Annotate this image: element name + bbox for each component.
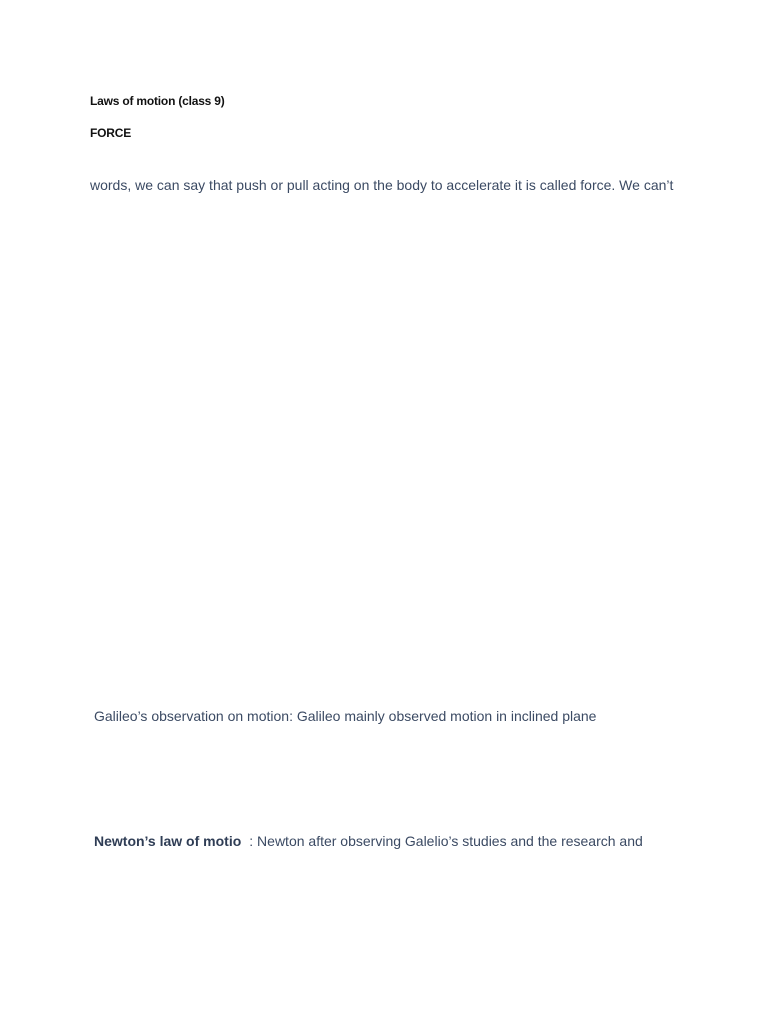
newton-law-term: Newton’s law of motio xyxy=(94,833,242,849)
newton-description: : Newton after observing Galelio’s studies and the research and xyxy=(249,833,643,849)
newton-paragraph-line xyxy=(94,833,643,849)
document-title: Laws of motion (class 9) xyxy=(90,94,225,108)
galileo-paragraph-line: Galileo’s observation on motion: Galileo mainly observed motion in inclined plane xyxy=(94,708,597,724)
force-paragraph-line: words, we can say that push or pull acting on the body to accelerate it is called force. We can’t xyxy=(90,177,674,193)
section-heading-force: FORCE xyxy=(90,126,132,140)
